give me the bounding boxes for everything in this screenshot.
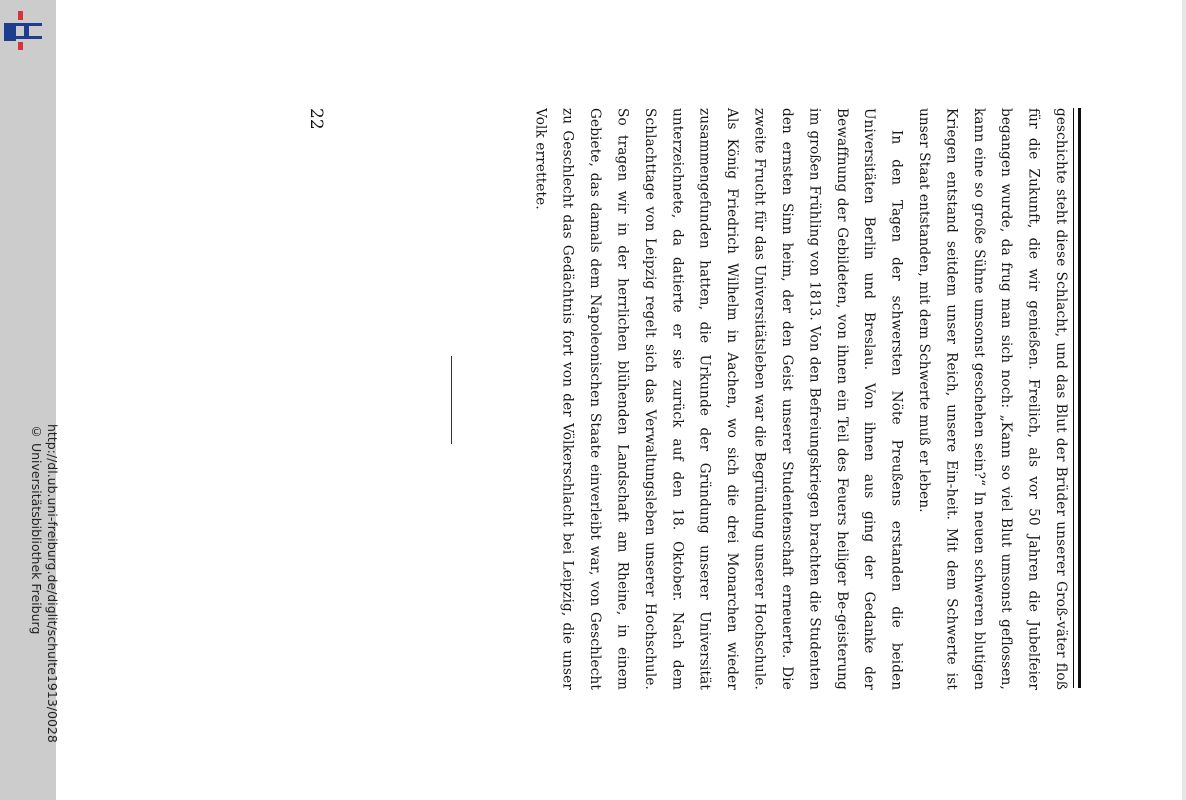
copyright-notice: © Universitätsbibliothek Freiburg bbox=[29, 424, 44, 635]
paragraph-2: In den Tagen der schwersten Nöte Preußens erstanden die beiden Universitäten Berlin und Breslau. Von ihnen aus ging der Gedanke der Bewaffnung der Gebildeten, von ihnen ein Teil des Feuers heiliger Be-geisterung im großen Frühling von 1813. Von den Befreiungskriegen brachten die Studenten den ernsten Sinn heim, der den Geist unserer Studentenschaft erneuerte. Die zweite Frucht für das Universitätsleben war die Begründung unserer Hochschule. Als König Friedrich Wilhelm in Aachen, wo sich die drei Monarchen wieder zusammengefunden hatten, die Urkunde der Gründung unserer Universität unterzeichnete, da datierte er sie zurück auf den 18. Oktober. Nach dem Schlachttage von Leipzig regelt sich das Verwaltungsleben unserer Hochschule. So tragen wir in der herrlichen blühenden Landschaft am Rheine, in einem Gebiete, das damals dem Napoleonischen Staate einverleibt war, von Geschlecht zu Geschlecht das Gedächtnis fort von der Völkerschlacht bei Leipzig, die unser Volk errettete. bbox=[532, 108, 905, 690]
section-divider bbox=[451, 356, 452, 444]
scrollbar-track[interactable] bbox=[1182, 0, 1186, 800]
scanned-page bbox=[56, 0, 1182, 800]
viewer-sidebar bbox=[0, 0, 60, 800]
source-url[interactable]: http://dl.ub.uni-freiburg.de/diglit/schulte1913/0028 bbox=[45, 424, 60, 743]
page-number: 22 bbox=[306, 108, 326, 130]
header-rule-thick bbox=[1078, 108, 1081, 688]
page-body-text bbox=[526, 108, 1074, 690]
library-logo-icon[interactable] bbox=[4, 9, 46, 49]
paragraph-1: geschichte steht diese Schlacht, und das Blut der Brüder unserer Groß-väter floß für die Zukunft, die wir genießen. Freilich, als vor 50 Jahren die Jubelfeier begangen wurde, da frug man sich noch: „Kann so viel Blut umsonst geflossen, kann eine so große Sühne umsonst geschehen sein?“ In neuen schweren blutigen Kriegen entstand seitdem unser Reich, unsere Ein-heit. Mit dem Schwerte ist unser Staat entstanden, mit dem Schwerte muß er leben. bbox=[915, 108, 1069, 690]
